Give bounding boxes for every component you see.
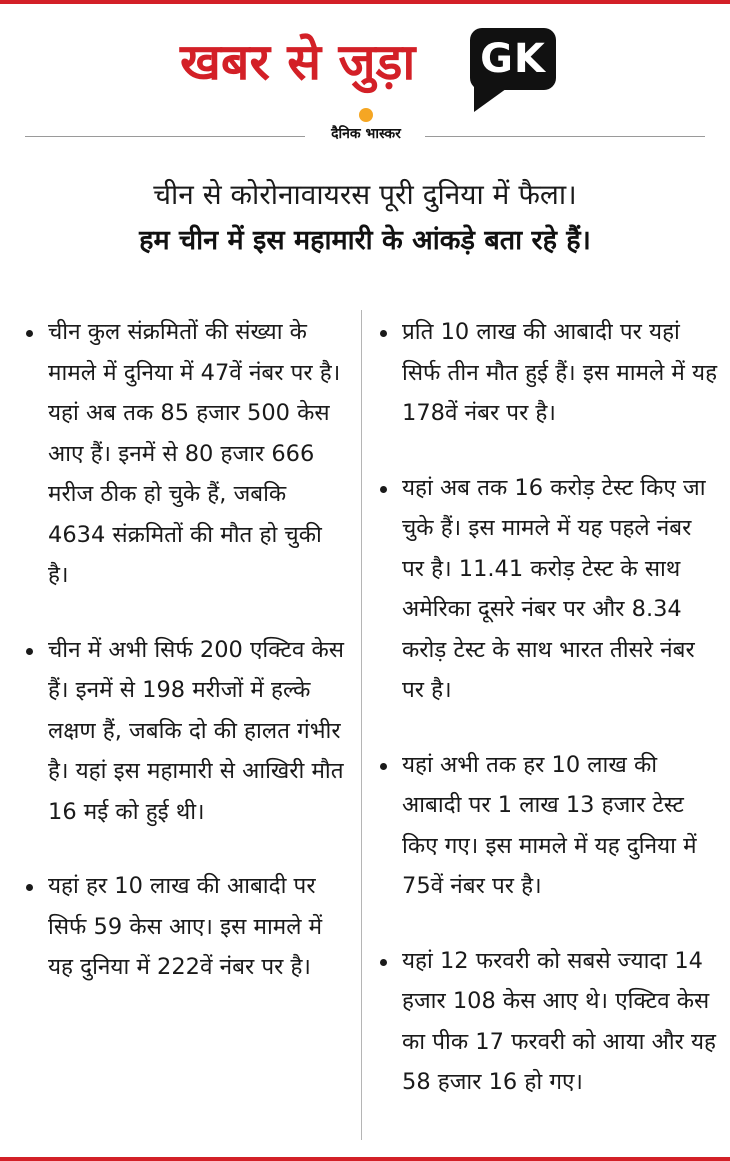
brand-logo: दैनिक भास्कर bbox=[331, 126, 401, 142]
list-item bbox=[378, 745, 718, 907]
brand-row bbox=[25, 122, 705, 152]
left-column bbox=[24, 312, 346, 1022]
column-divider bbox=[361, 310, 362, 1140]
bullet-icon bbox=[380, 486, 387, 493]
bottom-accent-bar bbox=[0, 1157, 730, 1161]
bullet-icon bbox=[26, 330, 33, 337]
divider-right bbox=[425, 136, 705, 137]
page-title: खबर से जुड़ा bbox=[180, 33, 416, 91]
bullet-icon bbox=[380, 763, 387, 770]
bullet-icon bbox=[380, 330, 387, 337]
intro-line-2: हम चीन में इस महामारी के आंकड़े बता रहे हैं। bbox=[139, 225, 591, 256]
header bbox=[0, 24, 730, 114]
list-item-text: यहां अभी तक हर 10 लाख की आबादी पर 1 लाख 13 हजार टेस्ट किए गए। इस मामले में यह दुनिया में 75वें नंबर पर है। bbox=[402, 751, 697, 899]
list-item-text: यहां 12 फरवरी को सबसे ज्यादा 14 हजार 108 केस आए थे। एक्टिव केस का पीक 17 फरवरी को आया और यह 58 हजार 16 हो गए। bbox=[402, 947, 716, 1095]
divider-left bbox=[25, 136, 305, 137]
list-item bbox=[24, 312, 346, 596]
list-item bbox=[24, 630, 346, 833]
list-item bbox=[378, 468, 718, 711]
list-item-text: चीन में अभी सिर्फ 200 एक्टिव केस हैं। इनमें से 198 मरीजों में हल्के लक्षण हैं, जबकि दो की हालत गंभीर है। यहां इस महामारी से आखिरी मौत 16 मई को हुई थी। bbox=[48, 636, 345, 825]
top-accent-bar bbox=[0, 0, 730, 4]
list-item bbox=[378, 941, 718, 1103]
intro bbox=[0, 172, 730, 264]
gk-badge-label: GK bbox=[470, 28, 556, 90]
speech-bubble-tail bbox=[474, 86, 510, 112]
intro-line-1: चीन से कोरोनावायरस पूरी दुनिया में फैला। bbox=[153, 178, 577, 211]
gk-speech-bubble-icon bbox=[470, 28, 560, 114]
list-item-text: यहां अब तक 16 करोड़ टेस्ट किए जा चुके हैं। इस मामले में यह पहले नंबर पर है। 11.41 करोड़ टेस्ट के साथ अमेरिका दूसरे नंबर पर और 8.34 करोड़ टेस्ट के साथ भारत तीसरे नंबर पर है। bbox=[402, 474, 706, 703]
list-item bbox=[24, 866, 346, 988]
list-item-text: चीन कुल संक्रमितों की संख्या के मामले में दुनिया में 47वें नंबर पर है। यहां अब तक 85 हजार 500 केस आए हैं। इनमें से 80 हजार 666 मरीज ठीक हो चुके हैं, जबकि 4634 संक्रमितों की मौत हो चुकी है। bbox=[48, 319, 341, 588]
list-item bbox=[378, 312, 718, 434]
right-column bbox=[378, 312, 718, 1137]
brand-sun-icon bbox=[359, 108, 373, 122]
list-item-text: यहां हर 10 लाख की आबादी पर सिर्फ 59 केस आए। इस मामले में यह दुनिया में 222वें नंबर पर है। bbox=[48, 873, 323, 980]
list-item-text: प्रति 10 लाख की आबादी पर यहां सिर्फ तीन मौत हुई हैं। इस मामले में यह 178वें नंबर पर है। bbox=[402, 319, 718, 426]
bullet-icon bbox=[26, 648, 33, 655]
bullet-icon bbox=[26, 884, 33, 891]
bullet-icon bbox=[380, 959, 387, 966]
